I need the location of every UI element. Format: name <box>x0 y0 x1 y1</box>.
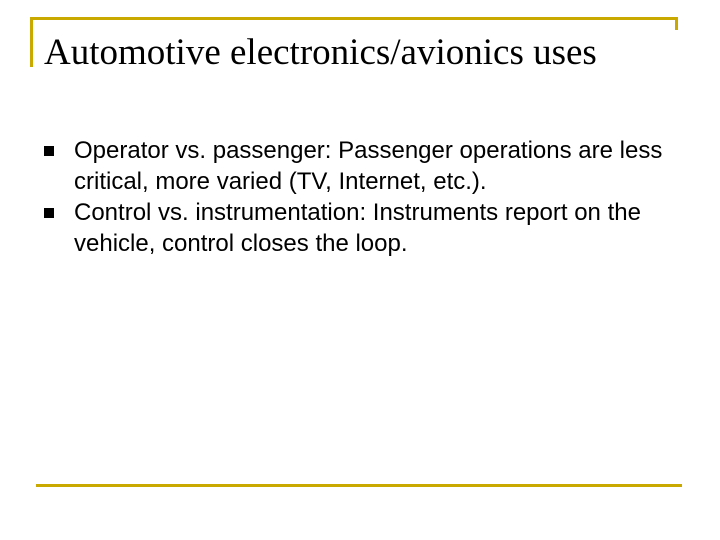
bullet-list <box>42 135 682 259</box>
bullet-item-operator <box>42 135 682 197</box>
title-frame-left-rule <box>30 17 33 67</box>
bullet-item-control <box>42 197 682 259</box>
bullet-text: Control vs. instrumentation: Instruments report on the vehicle, control closes the loop. <box>74 199 641 257</box>
square-bullet-icon <box>44 146 54 156</box>
bullet-text: Operator vs. passenger: Passenger operations are less critical, more varied (TV, Internet, etc.). <box>74 137 663 195</box>
footer-rule <box>36 484 682 487</box>
title-frame-top-rule <box>30 17 678 20</box>
square-bullet-icon <box>44 208 54 218</box>
slide-title: Automotive electronics/avionics uses <box>40 30 679 76</box>
